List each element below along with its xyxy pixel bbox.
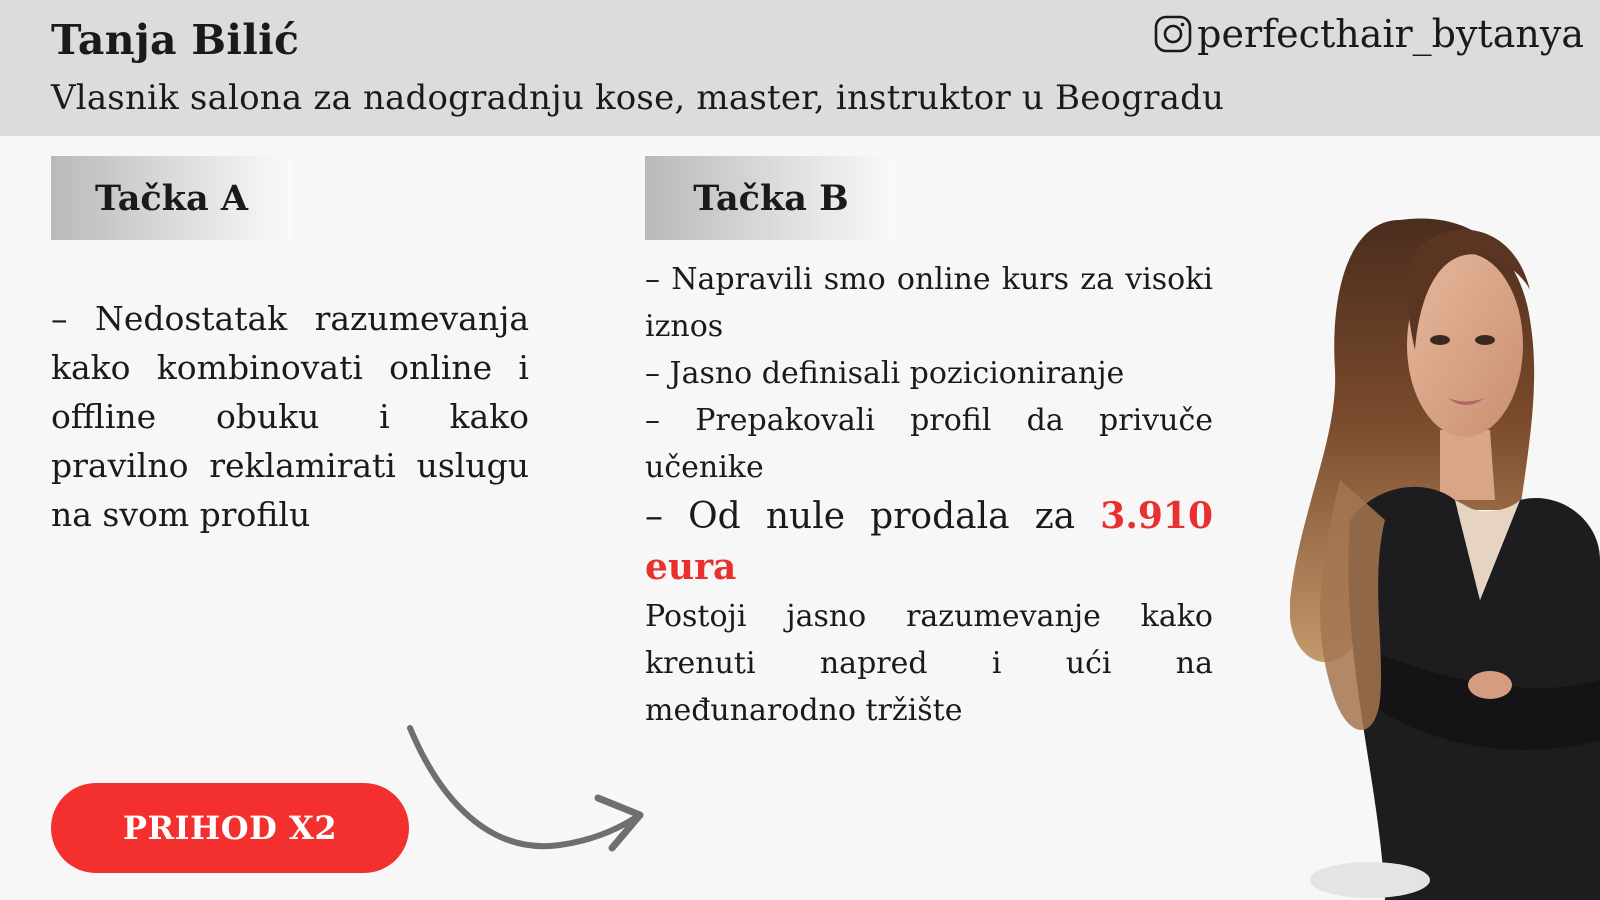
person-subtitle: Vlasnik salona za nadogradnju kose, master, instruktor u Beogradu: [51, 78, 1225, 118]
point-a-text: – Nedostatak razumevanja kako kombinovati online i offline obuku i kako pravilno reklamirati uslugu na svom profilu: [51, 299, 529, 534]
income-x2-button[interactable]: PRIHOD X2: [51, 783, 409, 873]
point-b-item: – Jasno definisali pozicioniranje: [645, 356, 1125, 391]
sales-prefix: – Od nule prodala za: [645, 496, 1101, 537]
sales-amount: 3.910 eura: [645, 495, 1213, 588]
point-b-item: – Prepakovali profil da privuče učenike: [645, 403, 1213, 485]
point-b-list: [645, 256, 1213, 734]
curved-arrow-icon: [400, 720, 670, 870]
instagram-icon: [1153, 14, 1193, 54]
header-band: [0, 0, 1600, 136]
portrait-image: [1290, 180, 1600, 900]
point-b-label: Tačka B: [645, 156, 897, 240]
instagram-handle[interactable]: [1153, 12, 1584, 56]
instagram-handle-text: perfecthair_bytanya: [1197, 12, 1584, 56]
point-a-label: Tačka A: [51, 156, 292, 240]
point-b-item: – Napravili smo online kurs za visoki iznos: [645, 262, 1213, 344]
point-b-conclusion: Postoji jasno razumevanje kako krenuti napred i ući na međunarodno tržište: [645, 599, 1213, 728]
point-b-sales: [645, 491, 1213, 593]
person-name: Tanja Bilić: [51, 16, 300, 64]
